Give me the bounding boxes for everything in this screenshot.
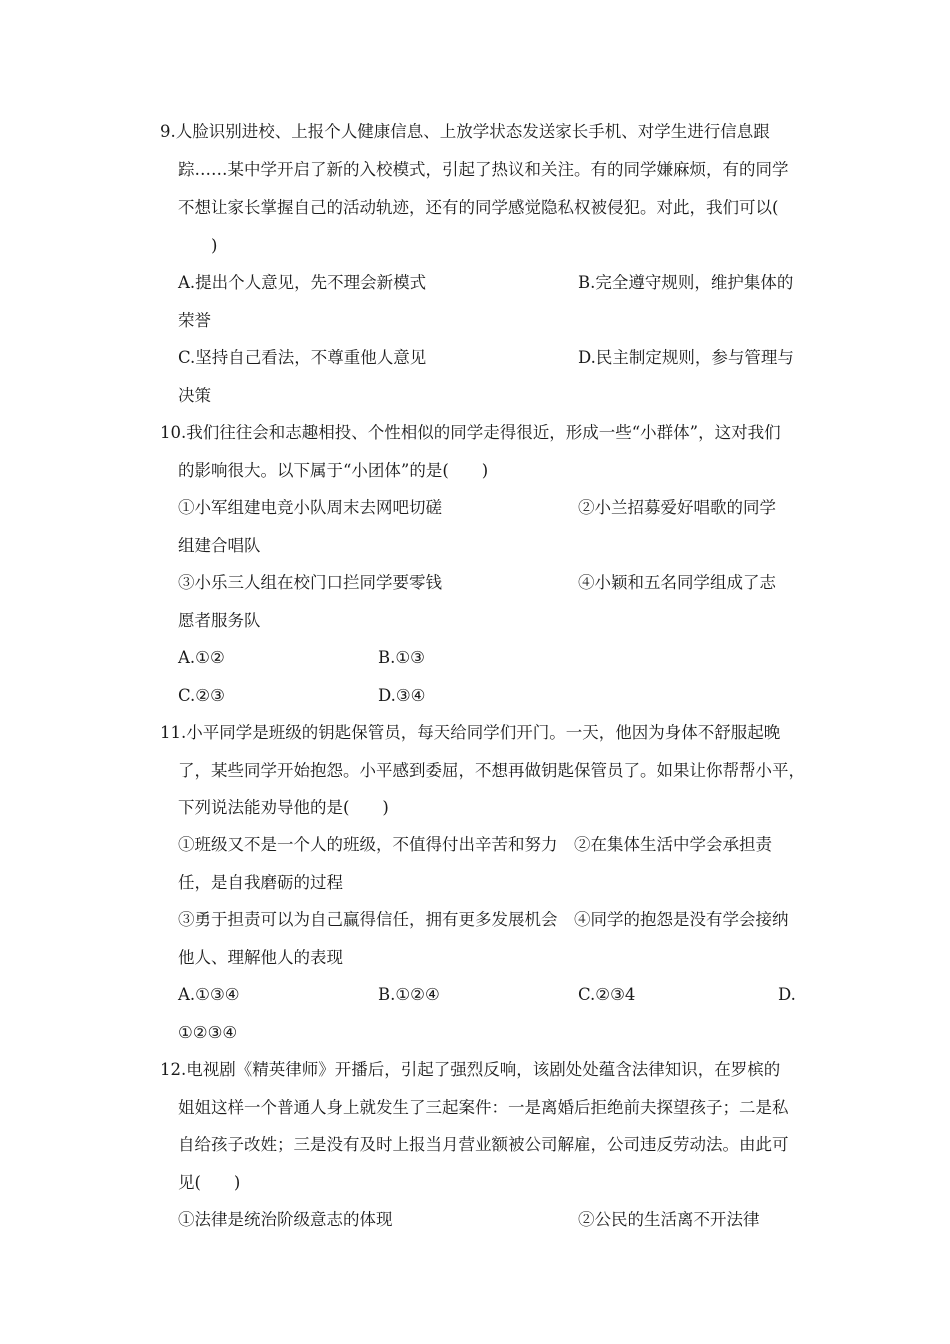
question-9-stem-line-3: 不想让家长掌握自己的活动轨迹，还有的同学感觉隐私权被侵犯。对此，我们可以( — [178, 198, 779, 217]
question-9-stem-line-4: ) — [178, 236, 218, 255]
question-10-item-2: ②小兰招募爱好唱歌的同学 — [578, 498, 776, 517]
question-11-stem-line-2: 了，某些同学开始抱怨。小平感到委屈，不想再做钥匙保管员了。如果让你帮帮小平， — [178, 761, 805, 780]
question-9-option-b-cont: 荣誉 — [178, 311, 211, 330]
question-12-stem-line-1: 12.电视剧《精英律师》开播后，引起了强烈反响，该剧处处蕴含法律知识，在罗槟的 — [160, 1060, 781, 1079]
question-12-item-1: ①法律是统治阶级意志的体现 — [178, 1210, 393, 1229]
question-9-option-a: A.提出个人意见，先不理会新模式 — [178, 273, 427, 292]
question-11-option-d-cont: ①②③④ — [178, 1023, 238, 1042]
question-10-item-1: ①小军组建电竞小队周末去网吧切磋 — [178, 498, 442, 517]
question-9-stem-line-2: 踪……某中学开启了新的入校模式，引起了热议和关注。有的同学嫌麻烦，有的同学 — [178, 160, 789, 179]
question-10-item-3: ③小乐三人组在校门口拦同学要零钱 — [178, 573, 442, 592]
question-10-item-4: ④小颖和五名同学组成了志 — [578, 573, 776, 592]
question-10-stem-line-2: 的影响很大。以下属于“小团体”的是( ) — [178, 461, 489, 480]
question-10-option-d: D.③④ — [378, 686, 426, 705]
question-12-stem-line-4: 见( ) — [178, 1173, 241, 1192]
question-12-stem-line-2: 姐姐这样一个普通人身上就发生了三起案件：一是离婚后拒绝前夫探望孩子；二是私 — [178, 1098, 789, 1117]
question-12-stem-line-3: 自给孩子改姓；三是没有及时上报当月营业额被公司解雇，公司违反劳动法。由此可 — [178, 1135, 789, 1154]
question-10-stem-line-1: 10.我们往往会和志趣相投、个性相似的同学走得很近，形成一些“小群体”，这对我们 — [160, 423, 781, 442]
question-9-option-c: C.坚持自己看法，不尊重他人意见 — [178, 348, 427, 367]
question-11-option-c: C.②③4 — [578, 985, 636, 1004]
question-11-option-a: A.①③④ — [178, 985, 240, 1004]
question-12-number: 12. — [160, 1060, 187, 1079]
question-10-item-2-cont: 组建合唱队 — [178, 536, 261, 555]
question-11-stem-line-3: 下列说法能劝导他的是( ) — [178, 798, 389, 817]
question-9-stem-line-1: 9.人脸识别进校、上报个人健康信息、上放学状态发送家长手机、对学生进行信息跟 — [160, 122, 770, 141]
question-11-item-line-3: ③勇于担责可以为自己赢得信任，拥有更多发展机会 ④同学的抱怨是没有学会接纳 — [178, 910, 789, 929]
question-10-number: 10. — [160, 423, 187, 442]
question-9-option-d: D.民主制定规则，参与管理与 — [578, 348, 794, 367]
question-10-option-a: A.①② — [178, 648, 225, 667]
question-11-number: 11. — [160, 723, 187, 742]
question-11-item-line-2: 任，是自我磨砺的过程 — [178, 873, 343, 892]
question-9-option-b: B.完全遵守规则，维护集体的 — [578, 273, 794, 292]
question-9-option-d-cont: 决策 — [178, 386, 211, 405]
question-11-item-line-1: ①班级又不是一个人的班级，不值得付出辛苦和努力 ②在集体生活中学会承担责 — [178, 835, 772, 854]
question-11-item-line-4: 他人、理解他人的表现 — [178, 948, 343, 967]
question-11-option-b: B.①②④ — [378, 985, 440, 1004]
question-12-item-2: ②公民的生活离不开法律 — [578, 1210, 760, 1229]
question-10-item-4-cont: 愿者服务队 — [178, 611, 261, 630]
question-11-stem-line-1: 11.小平同学是班级的钥匙保管员，每天给同学们开门。一天，他因为身体不舒服起晚 — [160, 723, 781, 742]
question-9-number: 9. — [160, 122, 176, 141]
question-10-option-c: C.②③ — [178, 686, 225, 705]
question-11-option-d: D. — [778, 985, 796, 1004]
question-10-option-b: B.①③ — [378, 648, 425, 667]
